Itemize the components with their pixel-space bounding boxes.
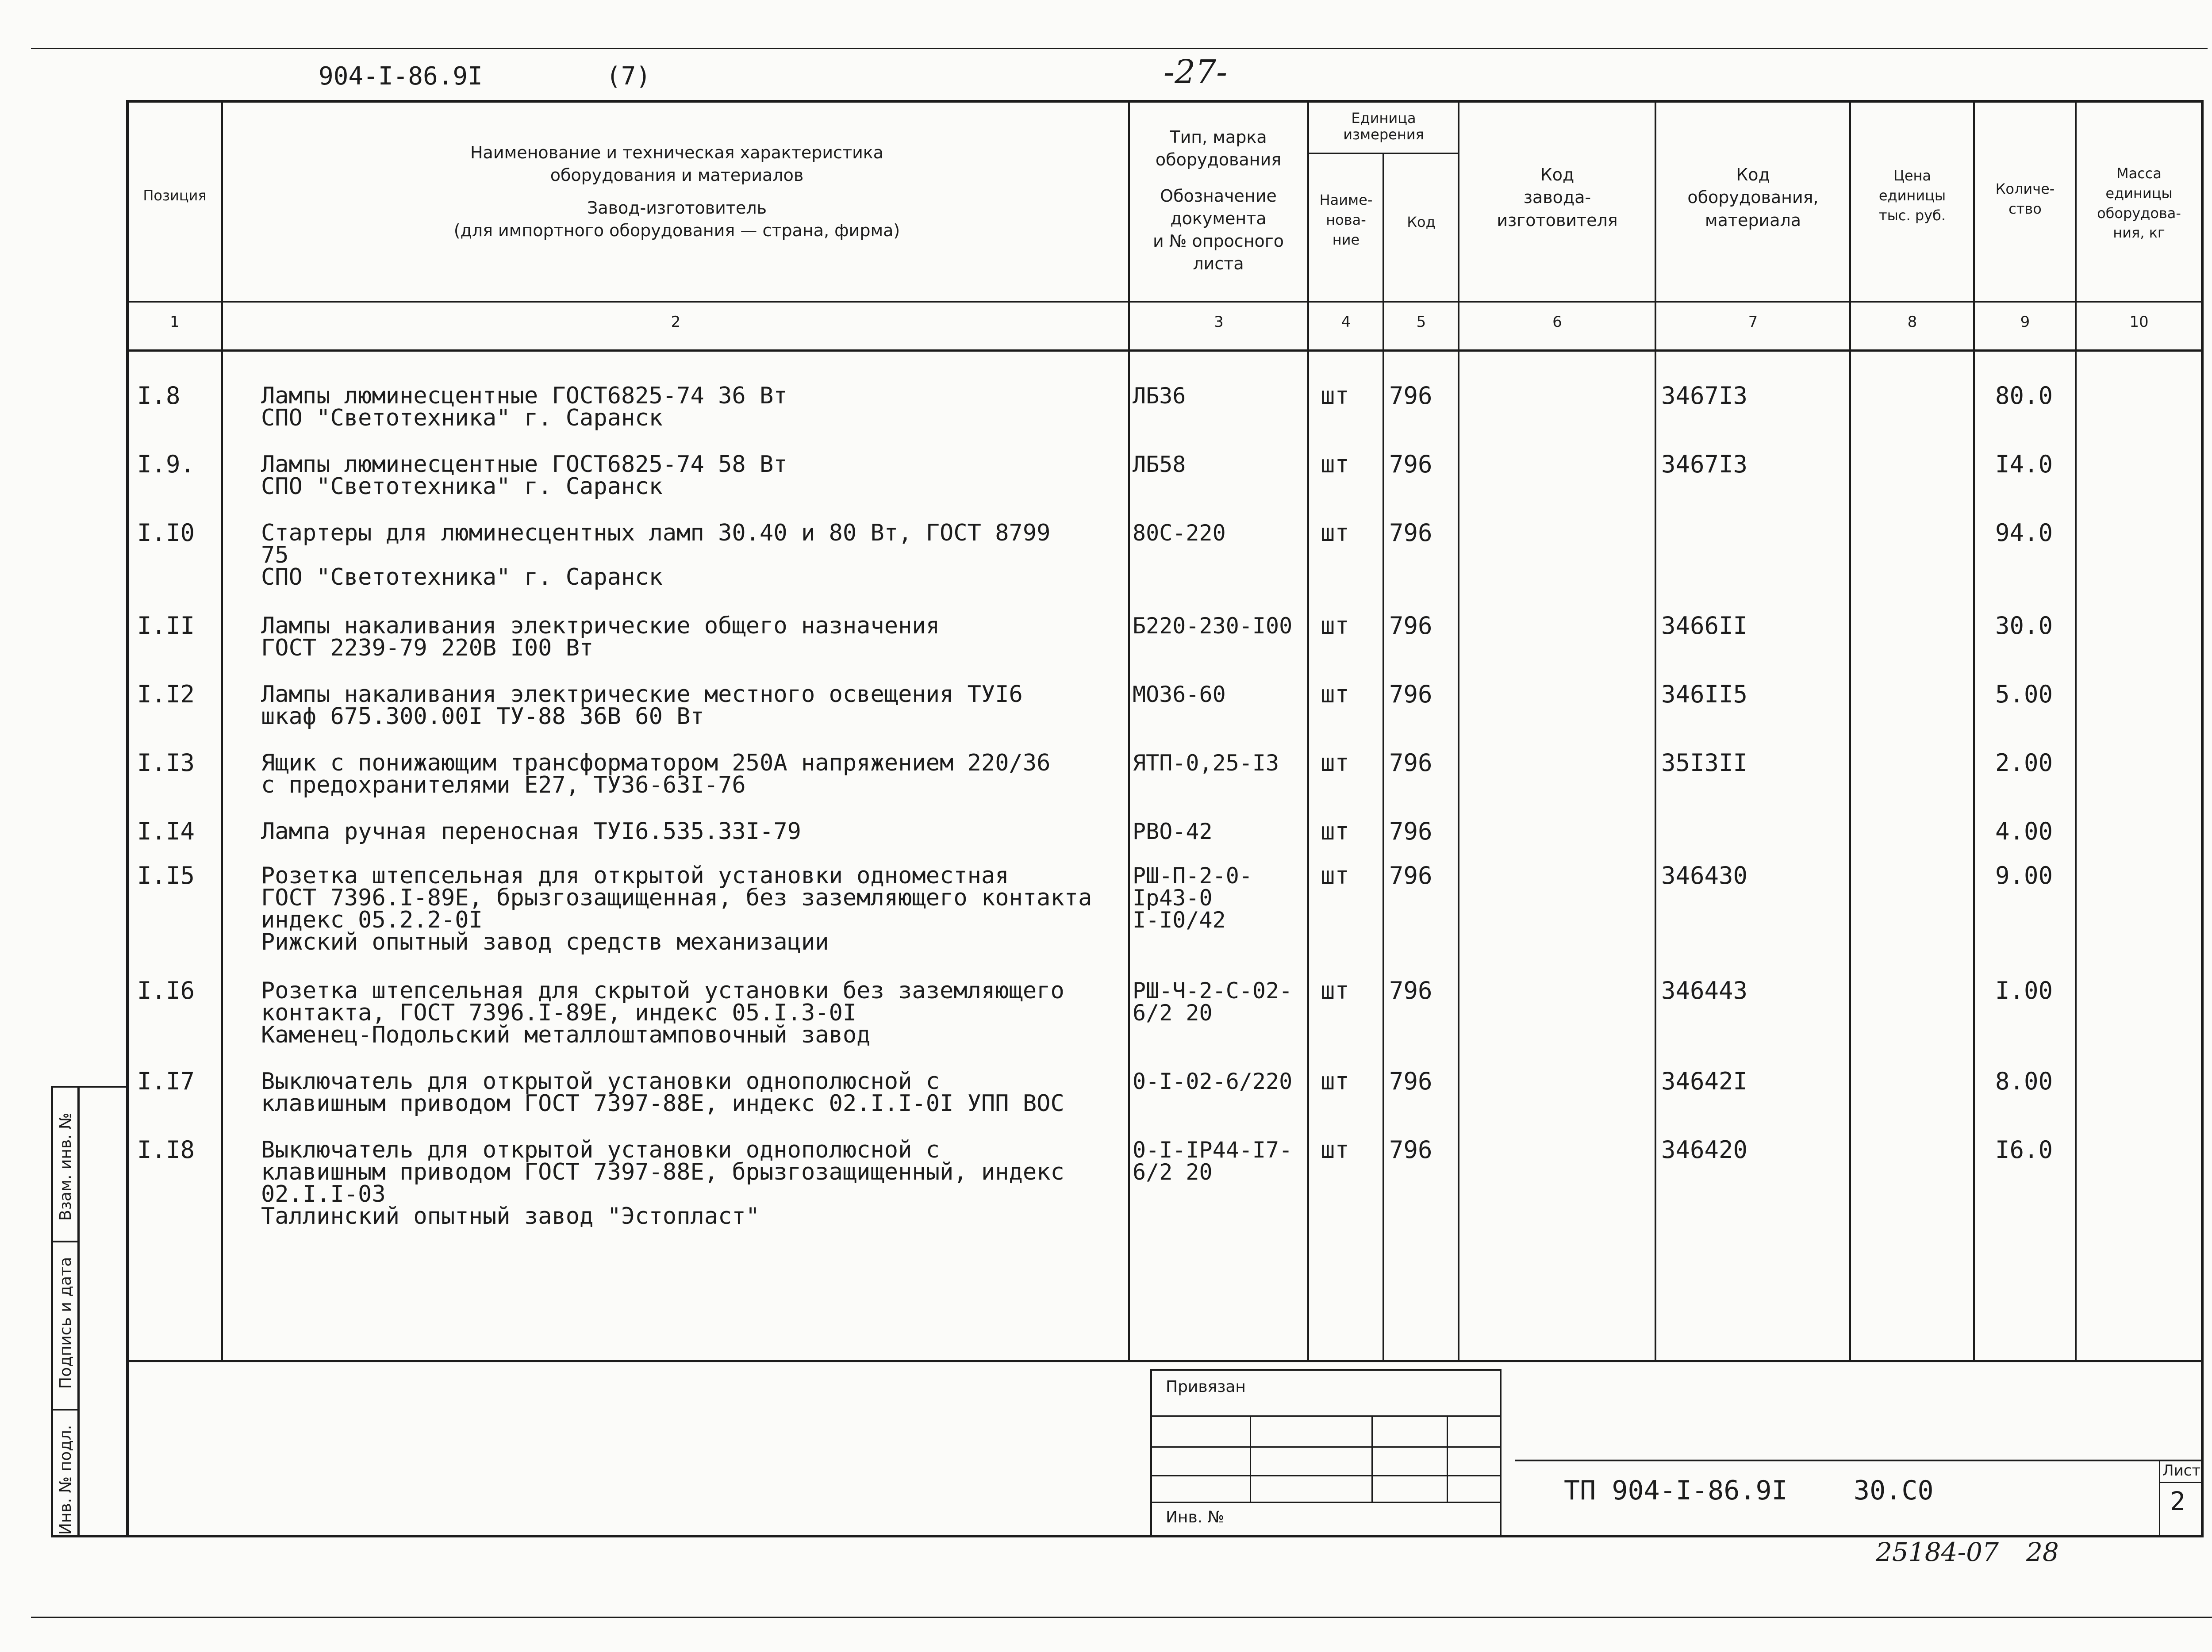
row-unit-code: 796 <box>1389 519 1432 547</box>
stamp-h4 <box>1150 1502 1500 1503</box>
side-frame-top <box>51 1086 126 1088</box>
row-position: I.I3 <box>137 749 195 777</box>
col-number-3: 3 <box>1214 313 1224 331</box>
stamp-bound: Привязан <box>1166 1378 1246 1396</box>
col-head-unit-l1: Единица <box>1351 110 1416 126</box>
side-frame-left <box>51 1086 53 1537</box>
row-unit-code: 796 <box>1389 817 1432 845</box>
row-name: Лампы люминесцентные ГОСТ6825-74 36 Вт СПО "Светотехника" г. Саранск <box>261 383 787 431</box>
row-position: I.9. <box>137 450 195 478</box>
row-position: I.I2 <box>137 680 195 708</box>
col-head-type-l4: документа <box>1170 208 1267 228</box>
row-unit: шт <box>1321 862 1350 889</box>
row-unit: шт <box>1321 1136 1350 1164</box>
header-sep <box>126 301 2203 303</box>
col-head-unit-name <box>1310 190 1382 249</box>
col-head-unit-name-l1: Наиме- <box>1319 192 1373 208</box>
col-head-equip-l1: Код <box>1736 165 1770 184</box>
col-head-plant-l3: изготовителя <box>1497 210 1618 230</box>
sheet-label: Лист <box>2162 1462 2201 1480</box>
stamp-doc-line <box>1515 1460 2203 1461</box>
col-number-1: 1 <box>170 313 180 331</box>
row-position: I.8 <box>137 382 180 410</box>
sheet-box-left <box>2159 1460 2160 1535</box>
page-mark: -27- <box>1164 53 1228 91</box>
col-head-plant-l2: завода- <box>1523 188 1591 207</box>
row-type: МО36-60 <box>1133 682 1226 707</box>
row-type: ЛБ36 <box>1133 383 1186 409</box>
row-equip-code: 346430 <box>1661 862 1748 889</box>
row-equip-code: 34642I <box>1661 1067 1748 1095</box>
row-qty: 94.0 <box>1995 519 2053 547</box>
row-type: 80С-220 <box>1133 520 1226 546</box>
col-line-7 <box>1849 100 1851 1361</box>
row-type: ЯТП-0,25-I3 <box>1133 750 1279 776</box>
col-number-7: 7 <box>1748 313 1758 331</box>
row-unit: шт <box>1321 450 1350 478</box>
stamp-v3 <box>1447 1415 1448 1502</box>
col-head-type-l6: листа <box>1193 254 1244 274</box>
col-line-9 <box>2075 100 2077 1361</box>
row-qty: 80.0 <box>1995 382 2053 410</box>
stamp-doc-suffix: 30.С0 <box>1854 1475 1934 1506</box>
col-head-unit-code: Код <box>1407 214 1436 230</box>
col-number-5: 5 <box>1416 313 1426 331</box>
col-number-4: 4 <box>1341 313 1351 331</box>
col-head-type-l3: Обозначение <box>1160 186 1277 206</box>
col-line-5 <box>1458 100 1459 1361</box>
row-position: I.I8 <box>137 1136 195 1164</box>
stamp-inv: Инв. № <box>1166 1508 1225 1526</box>
col-number-8: 8 <box>1907 313 1917 331</box>
col-head-equip-l3: материала <box>1705 210 1801 230</box>
side-vzam: Взам. инв. № <box>57 1112 75 1221</box>
row-position: I.I5 <box>137 862 195 889</box>
top-border-line <box>31 48 2208 49</box>
col-number-6: 6 <box>1552 313 1562 331</box>
row-position: I.II <box>137 612 195 640</box>
col-head-mass-l4: ния, кг <box>2113 224 2165 241</box>
col-head-unit-name-l3: ние <box>1332 231 1360 248</box>
col-head-unit-name-l2: нова- <box>1326 211 1366 228</box>
row-name: Выключатель для открытой установки однополюсной с клавишным приводом ГОСТ 7397-88Е, индекс 02.I.I-0I УПП ВОС <box>261 1068 1064 1117</box>
col-head-equip-l2: оборудования, <box>1687 188 1819 207</box>
stamp-top <box>1150 1369 1500 1371</box>
row-unit-code: 796 <box>1389 749 1432 777</box>
col-head-qty-l1: Количе- <box>1995 180 2055 197</box>
side-inv-no-sub: Инв. № подл. <box>57 1425 75 1535</box>
archive-number: 25184-07 <box>1876 1537 1999 1567</box>
row-position: I.I7 <box>137 1067 195 1095</box>
row-type: РШ-П-2-0- Iр43-0 I-I0/42 <box>1133 863 1252 933</box>
row-type: РШ-Ч-2-С-02- 6/2 20 <box>1133 978 1293 1026</box>
col-head-type-l5: и № опросного <box>1152 231 1284 251</box>
row-unit: шт <box>1321 680 1350 708</box>
row-type: ЛБ58 <box>1133 452 1186 477</box>
row-unit-code: 796 <box>1389 977 1432 1004</box>
row-qty: 2.00 <box>1995 749 2053 777</box>
col-head-type <box>1131 126 1306 276</box>
col-line-6 <box>1655 100 1656 1361</box>
col-head-type-l2: оборудования <box>1155 150 1282 170</box>
row-unit: шт <box>1321 749 1350 777</box>
col-head-unit <box>1310 108 1458 145</box>
row-unit: шт <box>1321 817 1350 845</box>
col-head-unit-l2: измерения <box>1343 126 1424 143</box>
row-unit-code: 796 <box>1389 612 1432 640</box>
row-equip-code: 35I3II <box>1661 749 1748 777</box>
col-head-position: Позиция <box>143 187 207 204</box>
row-unit: шт <box>1321 977 1350 1004</box>
side-sign-date: Подпись и дата <box>57 1257 75 1389</box>
row-unit-code: 796 <box>1389 1136 1432 1164</box>
col-head-name-l3: Завод-изготовитель <box>587 198 767 218</box>
row-qty: I.00 <box>1995 977 2053 1004</box>
row-qty: 9.00 <box>1995 862 2053 889</box>
col-head-name <box>230 142 1124 242</box>
col-line-2 <box>1128 100 1130 1361</box>
row-equip-code: 3467I3 <box>1661 450 1748 478</box>
col-number-10: 10 <box>2129 313 2149 331</box>
row-unit: шт <box>1321 612 1350 640</box>
doc-part: (7) <box>606 62 651 91</box>
row-name: Лампа ручная переносная ТУI6.535.33I-79 <box>261 818 801 845</box>
sheet-number: 2 <box>2170 1486 2185 1516</box>
col-head-name-l1: Наименование и техническая характеристика <box>470 143 884 162</box>
stamp-doc-ref: ТП 904-I-86.9I <box>1564 1475 1788 1506</box>
row-qty: 5.00 <box>1995 680 2053 708</box>
row-unit-code: 796 <box>1389 862 1432 889</box>
row-name: Розетка штепсельная для скрытой установки без заземляющего контакта, ГОСТ 7396.I-89Е, индекс 05.I.3-0I Каменец-Подольский металлоштамповочный завод <box>261 977 1064 1048</box>
col-line-1 <box>221 100 223 1361</box>
row-position: I.I4 <box>137 817 195 845</box>
row-name: Розетка штепсельная для открытой установки одноместная ГОСТ 7396.I-89Е, брызгозащищенная, без заземляющего контакта индекс 05.2.2-0I Рижский опытный завод средств механизации <box>261 862 1092 955</box>
col-head-plant <box>1460 164 1655 232</box>
row-equip-code: 346II5 <box>1661 680 1748 708</box>
table-bottom <box>126 1360 2203 1362</box>
row-type: РВО-42 <box>1133 819 1213 844</box>
doc-code: 904-I-86.9I <box>319 62 483 91</box>
frame-top <box>126 100 2203 103</box>
row-name: Ящик с понижающим трансформатором 250А напряжением 220/36 с предохранителями Е27, ТУ36-63I-76 <box>261 750 1051 798</box>
col-head-qty-l2: ство <box>2008 200 2042 217</box>
col-head-price-l1: Цена <box>1893 167 1932 184</box>
stamp-divider <box>1500 1369 1502 1535</box>
col-head-qty <box>1975 179 2075 219</box>
row-unit-code: 796 <box>1389 450 1432 478</box>
row-unit: шт <box>1321 382 1350 410</box>
row-qty: 4.00 <box>1995 817 2053 845</box>
col-head-name-l2: оборудования и материалов <box>550 165 804 185</box>
row-equip-code: 3466II <box>1661 612 1748 640</box>
frame-right <box>2201 100 2204 1537</box>
col-line-4 <box>1382 153 1384 1360</box>
row-position: I.I0 <box>137 519 195 547</box>
col-number-2: 2 <box>671 313 681 331</box>
row-name: Стартеры для люминесцентных ламп 30.40 и 80 Вт, ГОСТ 8799 75 СПО "Светотехника" г. Саранск <box>261 520 1051 590</box>
stamp-left <box>1150 1369 1152 1535</box>
row-equip-code: 346420 <box>1661 1136 1748 1164</box>
footer-page: 28 <box>2026 1537 2059 1567</box>
row-type: 0-I-02-6/220 <box>1133 1069 1293 1094</box>
col-head-mass-l3: оборудова- <box>2097 204 2181 222</box>
col-line-8 <box>1973 100 1975 1361</box>
row-type: Б220-230-I00 <box>1133 613 1293 639</box>
col-head-mass <box>2077 164 2201 243</box>
side-sep-2 <box>51 1409 80 1411</box>
sheet-box-mid <box>2159 1482 2201 1483</box>
col-head-mass-l1: Масса <box>2116 165 2162 182</box>
row-equip-code: 3467I3 <box>1661 382 1748 410</box>
col-number-9: 9 <box>2020 313 2030 331</box>
col-head-name-l4: (для импортного оборудования — страна, фирма) <box>453 220 900 240</box>
row-qty: 8.00 <box>1995 1067 2053 1095</box>
row-name: Лампы накаливания электрические местного освещения ТУI6 шкаф 675.300.00I ТУ-88 36В 60 Вт <box>261 681 1023 730</box>
row-unit-code: 796 <box>1389 1067 1432 1095</box>
numbers-sep <box>126 349 2203 352</box>
col-head-mass-l2: единицы <box>2105 184 2173 202</box>
row-qty: I4.0 <box>1995 450 2053 478</box>
stamp-v1 <box>1250 1415 1251 1502</box>
stamp-v2 <box>1371 1415 1373 1502</box>
row-unit-code: 796 <box>1389 382 1432 410</box>
row-name: Лампы накаливания электрические общего назначения ГОСТ 2239-79 220В I00 Вт <box>261 613 940 661</box>
row-qty: 30.0 <box>1995 612 2053 640</box>
side-frame-right <box>77 1086 80 1537</box>
side-sep-1 <box>51 1241 80 1242</box>
row-unit-code: 796 <box>1389 680 1432 708</box>
row-equip-code: 346443 <box>1661 977 1748 1004</box>
row-unit: шт <box>1321 1067 1350 1095</box>
row-name: Выключатель для открытой установки однополюсной с клавишным приводом ГОСТ 7397-88Е, брызгозащищенный, индекс 02.I.I-03 Таллинский опытный завод "Эстопласт" <box>261 1137 1064 1230</box>
col-head-type-l1: Тип, марка <box>1170 127 1267 147</box>
row-unit: шт <box>1321 519 1350 547</box>
col-head-price-l2: единицы <box>1878 187 1946 204</box>
col-head-price-l3: тыс. руб. <box>1879 207 1946 224</box>
row-position: I.I6 <box>137 977 195 1004</box>
col-head-equip <box>1657 164 1849 232</box>
row-qty: I6.0 <box>1995 1136 2053 1164</box>
row-name: Лампы люминесцентные ГОСТ6825-74 58 Вт СПО "Светотехника" г. Саранск <box>261 451 787 500</box>
col-head-plant-l1: Код <box>1540 165 1575 184</box>
col-head-price <box>1851 166 1973 225</box>
bottom-border-line <box>31 1617 2212 1618</box>
col-line-3 <box>1307 100 1309 1361</box>
row-type: 0-I-IP44-I7- 6/2 20 <box>1133 1137 1293 1185</box>
